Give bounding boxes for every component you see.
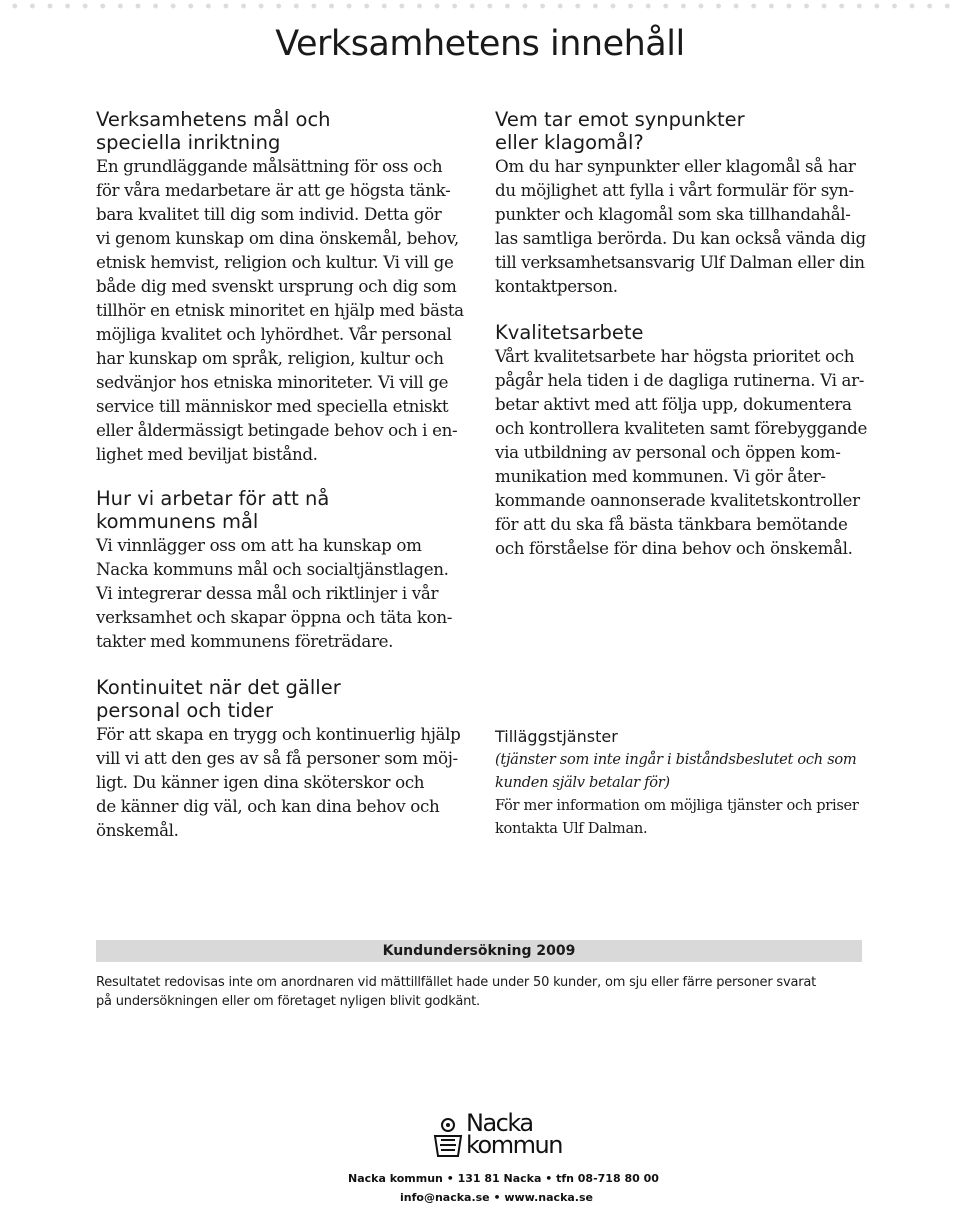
survey-text: Resultatet redovisas inte om anordnaren vid mättillfället hade under 50 kunder, om sju eller färre personer svarat på undersökningen eller om företaget nyligen blivit godkänt. [96,975,817,1009]
section-heading: Vem tar emot synpunkter eller klagomål? [495,108,745,154]
section-synpunkter [495,108,875,298]
logo-wordmark: Nacka kommun [466,1109,562,1159]
section-heading: Hur vi arbetar för att nå kommunens mål [96,487,330,533]
footer-web: info@nacka.se • www.nacka.se [400,1191,593,1204]
survey-title: Kundundersökning 2009 [96,940,862,962]
footer-address: Nacka kommun • 131 81 Nacka • tfn 08-718 80 00 [348,1172,659,1185]
seal-icon [432,1116,464,1160]
section-kvalitet [495,321,875,560]
section-note: (tjänster som inte ingår i biståndsbeslutet och som kunden själv betalar för) [495,751,857,791]
section-text: En grundläggande målsättning för oss och för våra medarbetare är att ge högsta tänk- bara kvalitet till dig som individ. Detta gör vi genom kunskap om dina önskemål, behov, etnisk hemvist, religion och kultur. Vi vill ge både dig med svenskt ursprung och dig som tillhör en etnisk minoritet en hjälp med bästa möjliga kvalitet och lyhördhet. Vår personal har kunskap om språk, religion, kultur och sedvänjor hos etniska minoriteter. Vi vill ge service till människor med speciella etniskt eller åldermässigt betingade behov och i en- lighet med beviljat bistånd. [96,156,464,464]
section-text: För att skapa en trygg och kontinuerlig hjälp vill vi att den ges av så få personer som möj- ligt. Du känner igen dina sköterskor och de känner dig väl, och kan dina behov och önskemål. [96,724,461,840]
nacka-logo [348,1109,660,1204]
section-text: För mer information om möjliga tjänster och priser kontakta Ulf Dalman. [495,797,859,837]
section-mal [96,108,466,466]
page-title: Verksamhetens innehåll [275,24,685,64]
section-heading: Kontinuitet när det gäller personal och tider [96,676,341,722]
section-heading: Kvalitetsarbete [495,321,644,344]
section-text: Om du har synpunkter eller klagomål så har du möjlighet att fylla i vårt formulär för syn- punkter och klagomål som ska tillhandahål- las samtliga berörda. Du kan också vända dig till verksamhetsansvarig Ulf Dalman eller din kontaktperson. [495,156,866,296]
section-heading: Verksamhetens mål och speciella inriktning [96,108,331,154]
section-arbetar [96,487,466,653]
section-tillagg [495,726,875,840]
section-text: Vi vinnlägger oss om att ha kunskap om Nacka kommuns mål och socialtjänstlagen. Vi integrerar dessa mål och riktlinjer i vår verksamhet och skapar öppna och täta kon- takter med kommunens företrädare. [96,535,453,651]
section-heading: Tilläggstjänster [495,727,618,746]
section-kontinuitet [96,676,466,842]
dotted-border [0,2,960,10]
section-text: Vårt kvalitetsarbete har högsta prioritet och pågår hela tiden i de dagliga rutinerna. Vi ar- betar aktivt med att följa upp, dokumentera och kontrollera kvaliteten samt förebyggande via utbildning av personal och öppen kom- munikation med kommunen. Vi gör åter- kommande oannonserade kvalitetskontroller för att du ska få bästa tänkbara bemötande och förståelse för dina behov och önskemål. [495,346,867,558]
